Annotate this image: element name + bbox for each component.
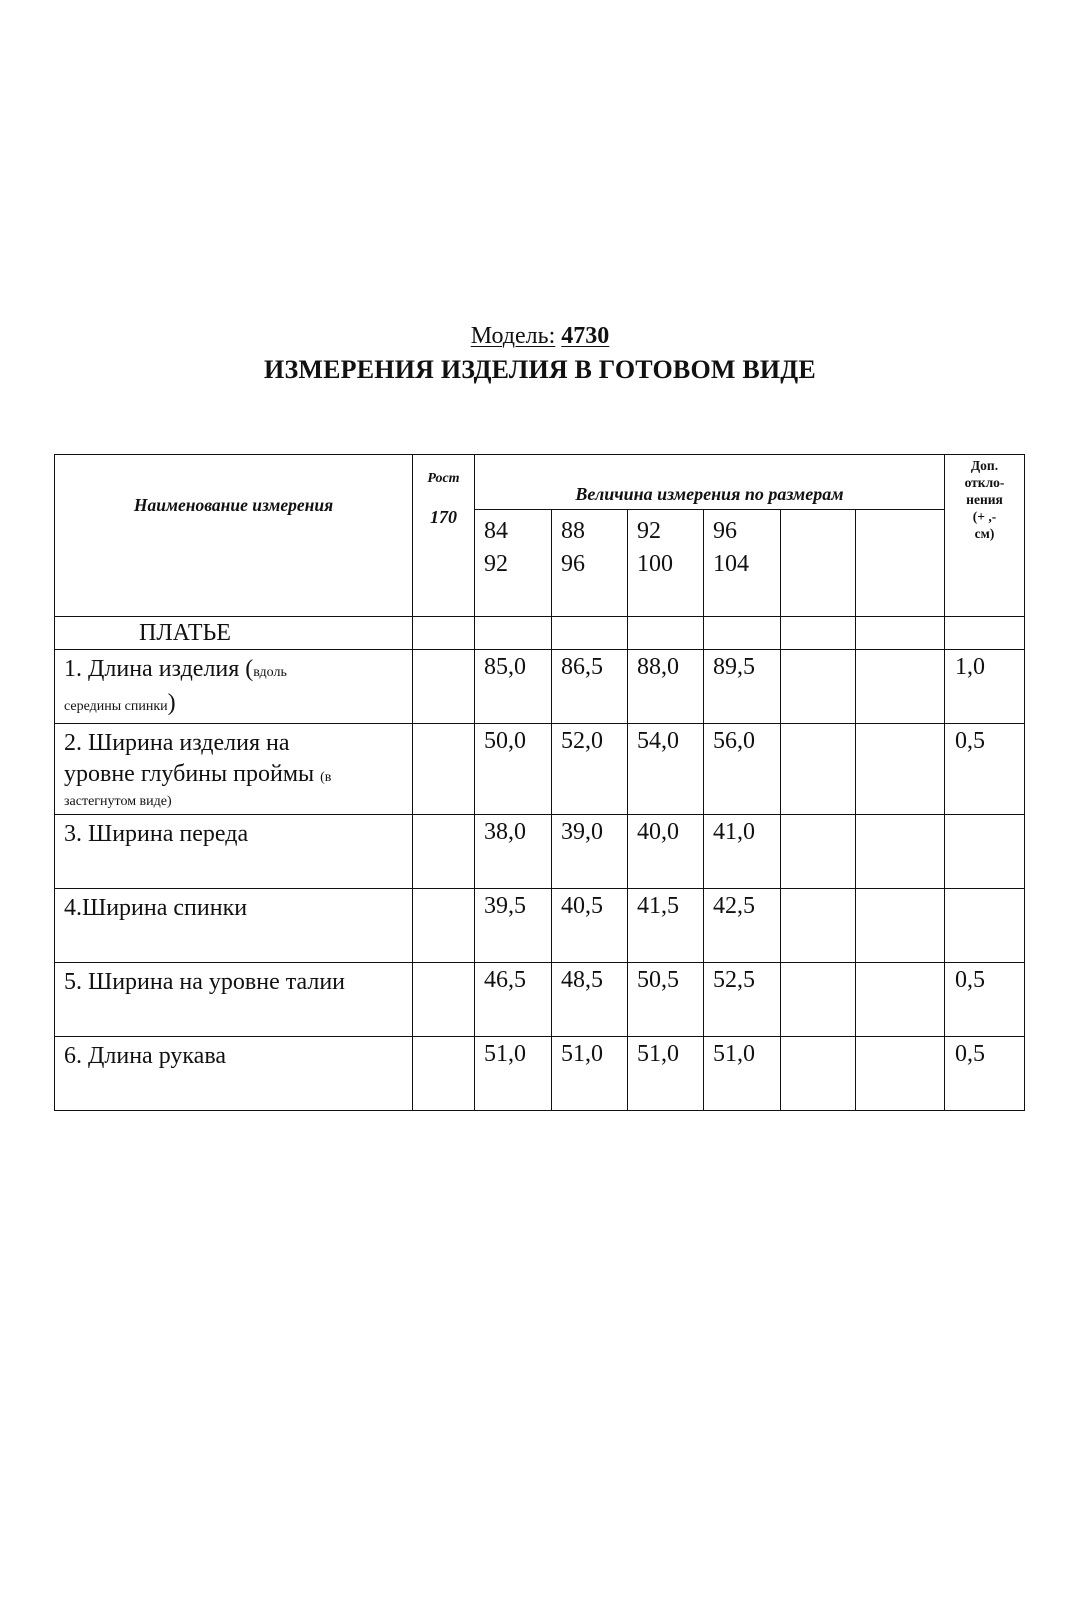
table-row bbox=[55, 650, 1025, 724]
value-cell: 46,5 bbox=[475, 963, 552, 1037]
header-measurement-name: Наименование измерения bbox=[55, 455, 413, 617]
header-height bbox=[413, 455, 475, 617]
size-column-2: 88 96 bbox=[552, 510, 628, 617]
value-cell: 42,5 bbox=[704, 889, 781, 963]
measurement-name: 2. Ширина изделия на уровне глубины проймы (в застегнутом виде) bbox=[55, 724, 413, 815]
table-row bbox=[55, 724, 1025, 815]
value-cell: 41,5 bbox=[628, 889, 704, 963]
value-cell: 51,0 bbox=[552, 1037, 628, 1111]
model-line bbox=[0, 323, 1080, 350]
value-cell: 51,0 bbox=[475, 1037, 552, 1111]
measurement-name: 1. Длина изделия (вдоль середины спинки) bbox=[55, 650, 413, 724]
measurements-table bbox=[54, 454, 1025, 1111]
value-cell: 51,0 bbox=[704, 1037, 781, 1111]
size-column-1: 84 92 bbox=[475, 510, 552, 617]
size-column-3: 92 100 bbox=[628, 510, 704, 617]
value-cell: 89,5 bbox=[704, 650, 781, 724]
value-cell: 41,0 bbox=[704, 815, 781, 889]
deviation-cell: 0,5 bbox=[945, 1037, 1025, 1111]
value-cell: 56,0 bbox=[704, 724, 781, 815]
table-row bbox=[55, 1037, 1025, 1111]
deviation-cell bbox=[945, 815, 1025, 889]
value-cell: 40,0 bbox=[628, 815, 704, 889]
document-title: ИЗМЕРЕНИЯ ИЗДЕЛИЯ В ГОТОВОМ ВИДЕ bbox=[264, 355, 816, 384]
header-sizes: Величина измерения по размерам bbox=[475, 455, 945, 510]
measurement-name: 3. Ширина переда bbox=[55, 815, 413, 889]
value-cell: 88,0 bbox=[628, 650, 704, 724]
value-cell: 40,5 bbox=[552, 889, 628, 963]
value-cell: 39,5 bbox=[475, 889, 552, 963]
value-cell: 54,0 bbox=[628, 724, 704, 815]
deviation-cell: 1,0 bbox=[945, 650, 1025, 724]
size-column-5-empty bbox=[781, 510, 856, 617]
value-cell: 85,0 bbox=[475, 650, 552, 724]
value-cell: 51,0 bbox=[628, 1037, 704, 1111]
section-label: ПЛАТЬЕ bbox=[55, 617, 413, 650]
height-label: Рост bbox=[427, 471, 460, 486]
value-cell: 86,5 bbox=[552, 650, 628, 724]
deviation-cell: 0,5 bbox=[945, 724, 1025, 815]
measurement-name: 4.Ширина спинки bbox=[55, 889, 413, 963]
value-cell: 50,5 bbox=[628, 963, 704, 1037]
value-cell: 48,5 bbox=[552, 963, 628, 1037]
table-row bbox=[55, 889, 1025, 963]
value-cell: 50,0 bbox=[475, 724, 552, 815]
measurement-name: 5. Ширина на уровне талии bbox=[55, 963, 413, 1037]
model-label: Модель: bbox=[470, 323, 556, 349]
deviation-cell bbox=[945, 889, 1025, 963]
value-cell: 52,5 bbox=[704, 963, 781, 1037]
height-value: 170 bbox=[430, 507, 457, 527]
model-number: 4730 bbox=[561, 323, 610, 349]
value-cell: 38,0 bbox=[475, 815, 552, 889]
deviation-cell: 0,5 bbox=[945, 963, 1025, 1037]
table-row bbox=[55, 815, 1025, 889]
table-row bbox=[55, 963, 1025, 1037]
value-cell: 39,0 bbox=[552, 815, 628, 889]
section-row bbox=[55, 617, 1025, 650]
size-column-4: 96 104 bbox=[704, 510, 781, 617]
header-deviation: Доп. откло- нения (+ ,- см) bbox=[945, 455, 1025, 617]
measurement-name: 6. Длина рукава bbox=[55, 1037, 413, 1111]
value-cell: 52,0 bbox=[552, 724, 628, 815]
size-column-6-empty bbox=[856, 510, 945, 617]
